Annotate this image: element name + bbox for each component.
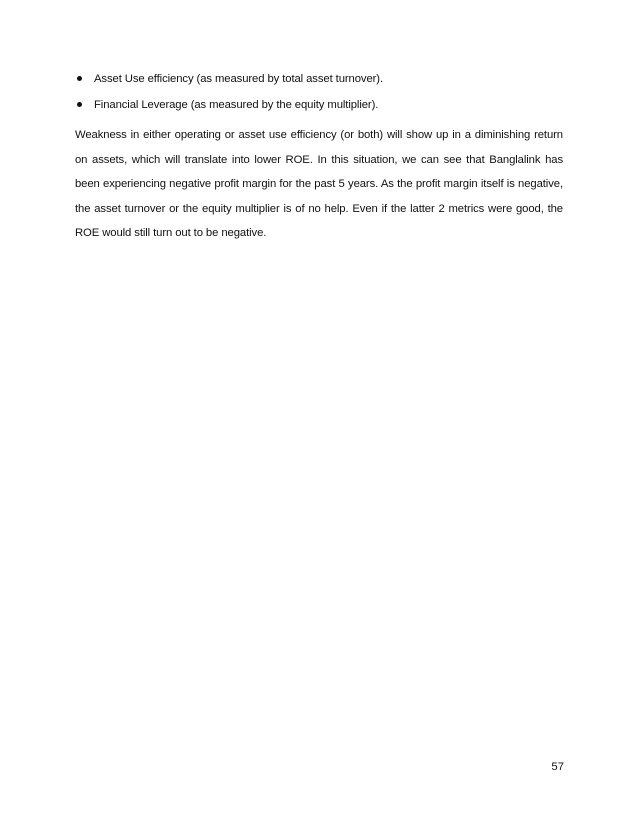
page-content [75, 71, 563, 246]
bullet-list [75, 71, 563, 113]
bullet-dot-icon [77, 76, 82, 81]
page-number: 57 [551, 761, 564, 773]
bullet-item [75, 97, 563, 113]
bullet-text: Asset Use efficiency (as measured by total asset turnover). [94, 73, 383, 85]
bullet-item [75, 71, 563, 87]
bullet-dot-icon [77, 102, 82, 107]
bullet-text: Financial Leverage (as measured by the equity multiplier). [94, 99, 379, 111]
body-paragraph: Weakness in either operating or asset use efficiency (or both) will show up in a diminishing return on assets, which will translate into lower ROE. In this situation, we can see that Banglalink has been experiencing negative profit margin for the past 5 years. As the profit margin itself is negative, the asset turnover or the equity multiplier is of no help. Even if the latter 2 metrics were good, the ROE would still turn out to be negative. [75, 129, 563, 239]
